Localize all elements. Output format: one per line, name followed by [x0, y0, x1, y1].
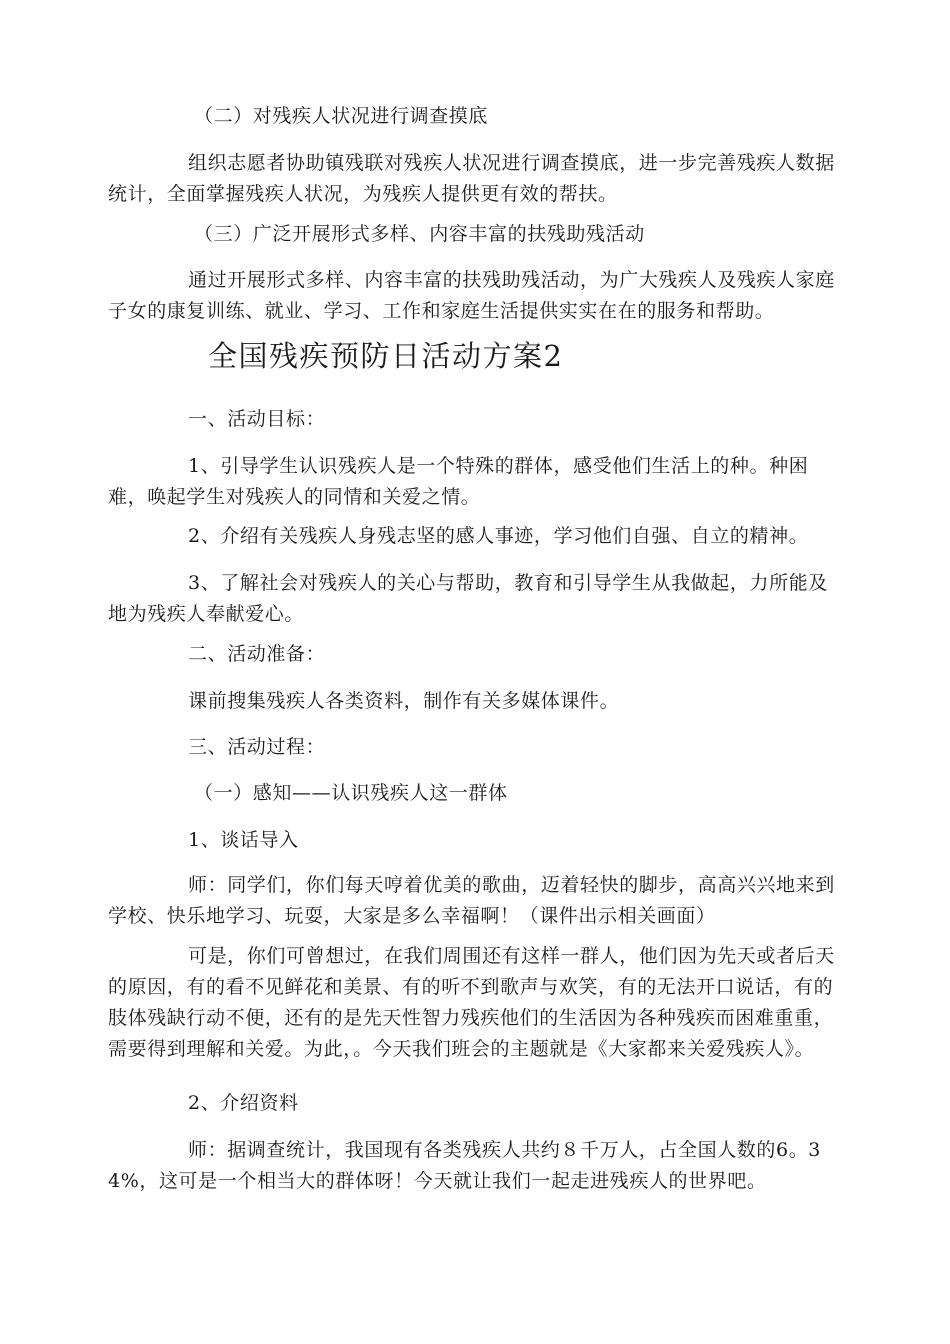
sub-heading: 2、介绍资料 — [188, 1092, 299, 1114]
body-paragraph: 通过开展形式多样、内容丰富的扶残助残活动，为广大残疾人及残疾人家庭子女的康复训练、就业、学习、工作和家庭生活提供实实在在的服务和帮助。 — [108, 269, 835, 322]
sub-heading: 1、谈话导入 — [188, 829, 299, 851]
body-paragraph: 师：据调查统计，我国现有各类残疾人共约８千万人，占全国人数的6。34%，这可是一个相当大的群体呀！今天就让我们一起走进残疾人的世界吧。 — [108, 1139, 821, 1192]
section-heading: 一、活动目标： — [188, 408, 326, 430]
section-heading: 三、活动过程： — [188, 736, 326, 758]
body-paragraph: 1、引导学生认识残疾人是一个特殊的群体，感受他们生活上的种。种困难，唤起学生对残疾人的同情和关爱之情。 — [108, 455, 809, 508]
body-paragraph: 3、了解社会对残疾人的关心与帮助，教育和引导学生从我做起，力所能及地为残疾人奉献爱心。 — [108, 572, 828, 625]
body-paragraph: 师：同学们，你们每天哼着优美的歌曲，迈着轻快的脚步，高高兴兴地来到学校、快乐地学习、玩耍，大家是多么幸福啊！（课件出示相关画面） — [108, 874, 835, 927]
section-heading: 二、活动准备： — [188, 643, 326, 665]
section-heading: （二）对残疾人状况进行调查摸底 — [194, 105, 489, 127]
body-paragraph: 课前搜集残疾人各类资料，制作有关多媒体课件。 — [188, 690, 620, 712]
body-paragraph: 2、介绍有关残疾人身残志坚的感人事迹，学习他们自强、自立的精神。 — [188, 525, 809, 547]
body-paragraph: 可是，你们可曾想过，在我们周围还有这样一群人，他们因为先天或者后天的原因，有的看不见鲜花和美景、有的听不到歌声与欢笑，有的无法开口说话，有的肢体残缺行动不便，还有的是先天性智力残疾他们的生活因为各种残疾而困难重重，需要得到理解和关爱。为此，。今天我们班会的主题就是《大家都来关爱残疾人》。 — [108, 945, 835, 1060]
body-paragraph: 组织志愿者协助镇残联对残疾人状况进行调查摸底，进一步完善残疾人数据统计，全面掌握残疾人状况，为残疾人提供更有效的帮扶。 — [108, 152, 835, 205]
section-heading: （三）广泛开展形式多样、内容丰富的扶残助残活动 — [194, 223, 645, 245]
sub-heading: （一）感知——认识残疾人这一群体 — [194, 782, 508, 804]
document-title: 全国残疾预防日活动方案2 — [208, 339, 564, 373]
